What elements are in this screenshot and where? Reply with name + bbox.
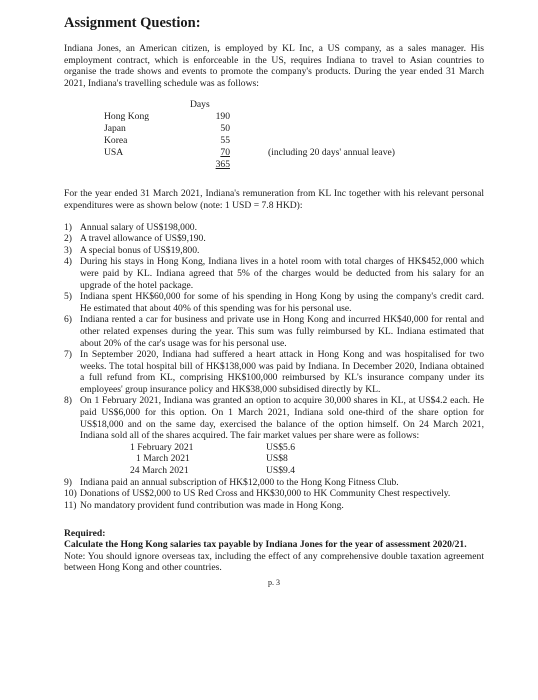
travel-schedule — [64, 99, 484, 174]
price-value: US$5.6 — [266, 441, 296, 453]
share-price-row — [130, 442, 330, 454]
item-number: 1) — [64, 221, 72, 233]
list-item — [64, 245, 484, 257]
item-number: 10) — [64, 488, 77, 500]
required-heading: Required: — [64, 527, 106, 539]
item-number: 5) — [64, 291, 72, 303]
list-item — [64, 477, 484, 489]
schedule-place: Hong Kong — [104, 111, 150, 123]
item-text: Indiana paid an annual subscription of HK$12,000 to the Hong Kong Fitness Club. — [80, 476, 399, 488]
price-value: US$9.4 — [266, 465, 296, 477]
schedule-place: USA — [104, 147, 124, 159]
item-text: Donations of US$2,000 to US Red Cross and HK$30,000 to HK Community Chest respectively. — [80, 488, 451, 500]
list-item — [64, 500, 484, 512]
required-task: Calculate the Hong Kong salaries tax payable by Indiana Jones for the year of assessment 2020/21. — [64, 539, 467, 551]
share-price-row — [130, 453, 330, 465]
item-text: In September 2020, Indiana had suffered a heart attack in Hong Kong and was hospitalised for two weeks. The total hospital bill of HK$138,000 was paid by Indiana. In December 2020, Indiana obtained a full refund from KL, comprising HK$100,000 reimbursed by KL's insurance company under its employees' group insurance policy and HK$38,000 subsidised directly by KL. — [80, 349, 484, 395]
schedule-header: Days — [190, 99, 210, 111]
item-text: A travel allowance of US$9,190. — [80, 233, 206, 245]
schedule-note: (including 20 days' annual leave) — [268, 147, 395, 159]
price-value: US$8 — [266, 453, 288, 465]
item-number: 7) — [64, 349, 72, 361]
price-date: 1 February 2021 — [130, 441, 194, 453]
schedule-total-row — [104, 159, 404, 171]
schedule-total: 365 — [215, 159, 230, 171]
item-text: During his stays in Hong Kong, Indiana lives in a hotel room with total charges of HK$452,000 which were paid by KL. Indiana agreed that 5% of the charges would be deducted from his salary for an upgrade of the hotel package. — [80, 256, 484, 291]
list-item — [64, 314, 484, 349]
remuneration-paragraph: For the year ended 31 March 2021, Indiana's remuneration from KL Inc together with his relevant personal expenditures were as shown below (note: 1 USD = 7.8 HKD): — [64, 188, 484, 211]
page-title: Assignment Question: — [64, 15, 201, 31]
list-item — [64, 222, 484, 234]
item-text: No mandatory provident fund contribution was made in Hong Kong. — [80, 500, 344, 512]
schedule-row — [104, 123, 404, 135]
required-note: Note: You should ignore overseas tax, including the effect of any comprehensive double taxation agreement between Hong Kong and other countries. — [64, 550, 484, 574]
list-item — [64, 395, 484, 476]
remuneration-list — [64, 222, 484, 512]
item-text: Indiana spent HK$60,000 for some of his spending in Hong Kong by using the company's credit card. He estimated that about 40% of this spending was for his personal use. — [80, 291, 484, 314]
schedule-days: 50 — [220, 123, 230, 135]
item-number: 4) — [64, 256, 72, 268]
list-item — [64, 256, 484, 291]
price-date: 1 March 2021 — [136, 453, 190, 465]
schedule-days: 55 — [220, 135, 230, 147]
share-price-row — [130, 465, 330, 477]
price-date: 24 March 2021 — [130, 465, 189, 477]
item-text: Indiana rented a car for business and private use in Hong Kong and incurred HK$40,000 for rental and other related expenses during the year. This sum was fully reimbursed by KL. Indiana estimated that about 20% of the car's usage was for his personal use. — [80, 314, 484, 349]
share-price-table — [80, 442, 484, 477]
page-number: p. 3 — [268, 578, 280, 587]
list-item — [64, 488, 484, 500]
schedule-row — [104, 135, 404, 147]
intro-paragraph: Indiana Jones, an American citizen, is employed by KL Inc, a US company, as a sales manager. His employment contract, which is enforceable in the US, requires Indiana to travel to Asian countries to organise the trade shows and events to promote the company's products. During the year ended 31 March 2021, Indiana's travelling schedule was as follows: — [64, 43, 484, 89]
schedule-place: Korea — [104, 135, 128, 147]
schedule-days: 70 — [220, 147, 230, 159]
list-item — [64, 233, 484, 245]
schedule-days: 190 — [215, 111, 230, 123]
list-item — [64, 291, 484, 314]
item-number: 2) — [64, 233, 72, 245]
schedule-place: Japan — [104, 123, 126, 135]
schedule-row — [104, 111, 404, 123]
list-item — [64, 349, 484, 395]
item-text: A special bonus of US$19,800. — [80, 244, 200, 256]
item-number: 11) — [64, 500, 77, 512]
item-number: 9) — [64, 476, 72, 488]
schedule-row — [104, 147, 404, 159]
item-text: On 1 February 2021, Indiana was granted an option to acquire 30,000 shares in KL, at US$4.2 each. He paid US$6,000 for this option. On 1 March 2021, Indiana sold one-third of the share option for US$18,000 and on the same day, exercised the balance of the option himself. On 24 March 2021, Indiana sold all of the shares acquired. The fair market values per share were as follows: — [80, 395, 484, 442]
item-number: 3) — [64, 244, 72, 256]
item-number: 6) — [64, 314, 72, 326]
item-number: 8) — [64, 395, 72, 407]
required-section — [64, 528, 484, 589]
item-text: Annual salary of US$198,000. — [80, 221, 197, 233]
